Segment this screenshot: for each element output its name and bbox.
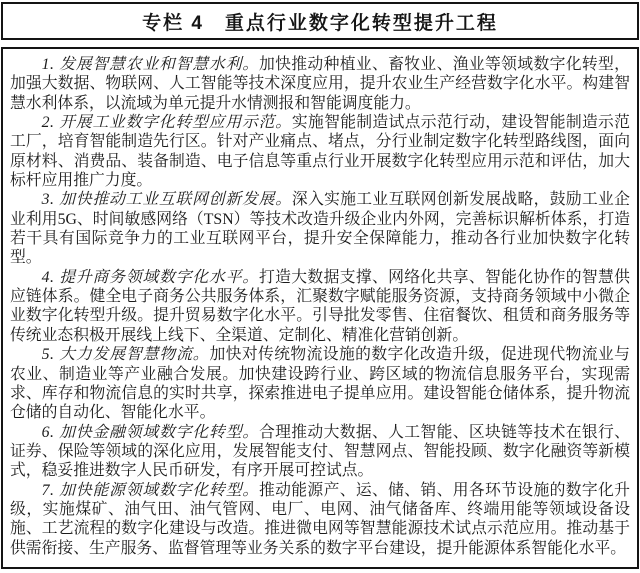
callout-body-box [1,47,639,569]
paragraph-5 [10,345,630,422]
paragraph-6-lead: 6. 加快金融领域数字化转型。 [41,423,259,441]
paragraph-1-lead: 1. 发展智慧农业和智慧水利。 [41,56,259,73]
paragraph-5-lead: 5. 大力发展智慧物流。 [41,346,210,364]
page-title: 专栏 4 重点行业数字化转型提升工程 [142,12,498,34]
paragraph-2-lead: 2. 开展工业数字化转型应用示范。 [41,114,292,132]
paragraph-3 [10,190,630,267]
paragraph-4-text: 打造大数据支撑、网络化共享、智能化协作的智慧供应链体系。健全电子商务公共服务体系，汇聚数字赋能服务资源，支持商务领域中小微企业数字化转型升级。提升贸易数字化水平。引导批发零售、住宿餐饮、租赁和商务服务等传统业态积极开展线上线下、全渠道、定制化、精准化营销创新。 [10,268,630,344]
paragraph-7-lead: 7. 加快能源领域数字化转型。 [41,481,259,499]
paragraph-6 [10,423,630,481]
paragraph-7 [10,481,630,558]
paragraph-2-text: 实施智能制造试点示范行动，建设智能制造示范工厂，培育智能制造先行区。针对产业痛点、堵点，分行业制定数字化转型路线图，面向原材料、消费品、装备制造、电子信息等重点行业开展数字化转型应用示范和评估，加大标杆应用推广力度。 [10,114,630,190]
paragraph-5-text: 加快对传统物流设施的数字化改造升级，促进现代物流业与农业、制造业等产业融合发展。加快建设跨行业、跨区域的物流信息服务平台，实现需求、库存和物流信息的实时共享，探索推进电子提单应用。建设智能仓储体系，提升物流仓储的自动化、智能化水平。 [10,346,630,422]
paragraph-1-text: 加快推动种植业、畜牧业、渔业等领域数字化转型，加强大数据、物联网、人工智能等技术深度应用，提升农业生产经营数字化水平。构建智慧水利体系，以流域为单元提升水情测报和智能调度能力。 [10,56,630,112]
paragraph-4 [10,268,630,345]
paragraph-3-lead: 3. 加快推动工业互联网创新发展。 [41,191,292,209]
callout-title-box [1,2,639,40]
paragraph-3-text: 深入实施工业互联网创新发展战略，鼓励工业企业利用5G、时间敏感网络（TSN）等技术改造升级企业内外网，完善标识解析体系，打造若干具有国际竞争力的工业互联网平台，提升安全保障能力，推动各行业加快数字化转型。 [10,191,630,267]
paragraph-7-text: 推动能源产、运、储、销、用各环节设施的数字化升级，实施煤矿、油气田、油气管网、电厂、电网、油气储备库、终端用能等领域设备设施、工艺流程的数字化建设与改造。推进微电网等智慧能源技术试点示范应用。推动基于供需衔接、生产服务、监督管理等业务关系的数字平台建设，提升能源体系智能化水平。 [10,481,630,557]
paragraph-6-text: 合理推动大数据、人工智能、区块链等技术在银行、证券、保险等领域的深化应用，发展智能支付、智慧网点、智能投顾、数字化融资等新模式，稳妥推进数字人民币研发，有序开展可控试点。 [10,423,630,480]
paragraph-4-lead: 4. 提升商务领域数字化水平。 [41,268,259,286]
paragraph-2 [10,113,630,190]
paragraph-1 [10,55,630,113]
